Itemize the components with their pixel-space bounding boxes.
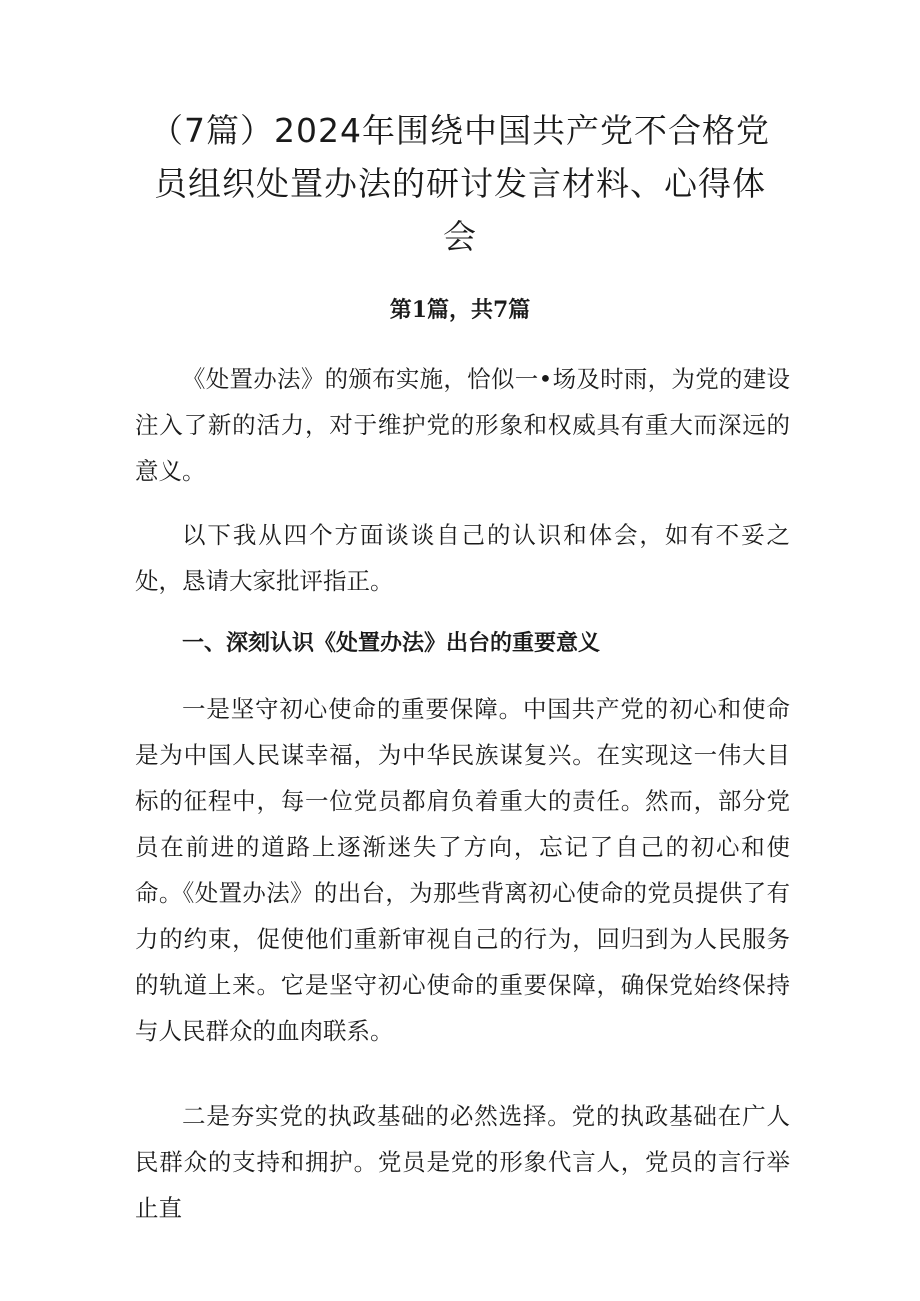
part-indicator: 第1篇，共7篇 xyxy=(389,297,531,323)
intro-paragraph-1: 《处置办法》的颁布实施，恰似一•场及时雨，为党的建设注入了新的活力，对于维护党的形象和权威具有重大而深远的意义。 xyxy=(135,365,790,485)
document-title: （7篇）2024年围绕中国共产党不合格党员组织处置办法的研讨发言材料、心得体会 xyxy=(150,111,770,256)
intro-paragraph-2: 以下我从四个方面谈谈自己的认识和体会，如有不妥之处，恳请大家批评指正。 xyxy=(135,521,790,595)
section-paragraph-2: 二是夯实党的执政基础的必然选择。党的执政基础在广人民群众的支持和拥护。党员是党的形象代言人，党员的言行举止直 xyxy=(135,1102,790,1222)
section-paragraph-1: 一是坚守初心使命的重要保障。中国共产党的初心和使命是为中国人民谋幸福，为中华民族谋复兴。在实现这一伟大目标的征程中，每一位党员都肩负着重大的责任。然而，部分党员在前进的道路上逐渐迷失了方向，忘记了自己的初心和使命。《处置办法》的出台，为那些背离初心使命的党员提供了有力的约束，促使他们重新审视自己的行为，回归到为人民服务的轨道上来。它是坚守初心使命的重要保障，确保党始终保持与人民群众的血肉联系。 xyxy=(135,695,790,1045)
section-heading: 一、深刻认识《处置办法》出台的重要意义 xyxy=(182,631,601,656)
